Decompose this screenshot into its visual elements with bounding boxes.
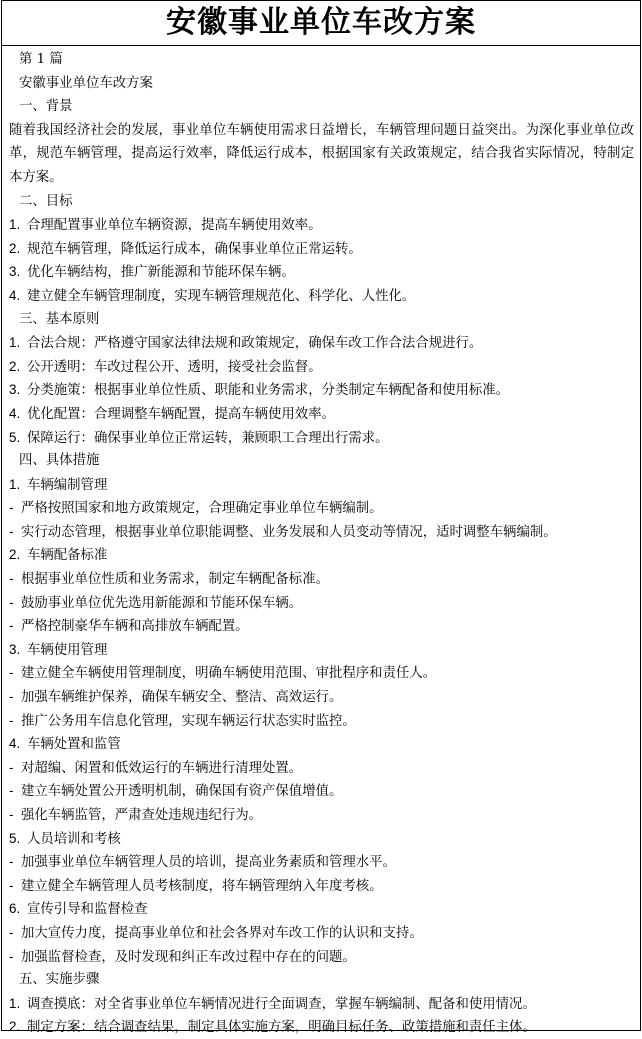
measure-bullet-text: 建立健全车辆管理人员考核制度，将车辆管理纳入年度考核。 [21, 878, 383, 894]
measure-bullet-item [9, 803, 634, 827]
step-item-text: 调查摸底：对全省事业单位车辆情况进行全面调查，掌握车辆编制、配备和使用情况。 [27, 996, 536, 1012]
measure-group-number: 3. [9, 641, 21, 657]
measure-group-title: 车辆使用管理 [27, 642, 108, 658]
measure-group-number: 4. [9, 736, 21, 752]
measure-group-number: 5. [9, 830, 21, 846]
goal-item-text: 规范车辆管理，降低运行成本，确保事业单位正常运转。 [27, 241, 362, 257]
principle-item-text: 优化配置：合理调整车辆配置，提高车辆使用效率。 [27, 406, 335, 422]
measure-bullet-text: 加强监督检查，及时发现和纠正车改过程中存在的问题。 [21, 949, 356, 965]
measure-bullet-text: 加大宣传力度，提高事业单位和社会各界对车改工作的认识和支持。 [21, 925, 423, 941]
measure-bullet-text: 建立车辆处置公开透明机制，确保国有资产保值增值。 [21, 784, 343, 800]
measure-bullet-item [9, 685, 634, 709]
measure-bullet-text: 鼓励事业单位优先选用新能源和节能环保车辆。 [21, 595, 303, 611]
goal-item-number: 2. [9, 240, 21, 256]
subtitle: 安徽事业单位车改方案 [19, 75, 153, 91]
dash-bullet-icon: - [9, 877, 14, 893]
goal-item-text: 建立健全车辆管理制度，实现车辆管理规范化、科学化、人性化。 [27, 288, 416, 304]
measure-bullet-text: 加强事业单位车辆管理人员的培训，提高业务素质和管理水平。 [21, 855, 396, 871]
goal-item [9, 213, 634, 237]
dash-bullet-icon: - [9, 689, 14, 705]
principle-item-text: 保障运行：确保事业单位正常运转，兼顾职工合理出行需求。 [27, 430, 389, 446]
dash-bullet-icon: - [9, 854, 14, 870]
section-heading-steps: 五、实施步骤 [19, 972, 100, 988]
measure-bullet-item [9, 874, 634, 898]
measure-group-heading [9, 543, 634, 567]
principle-item-text: 分类施策：根据事业单位性质、职能和业务需求，分类制定车辆配备和使用标准。 [27, 383, 510, 399]
measure-bullet-item [9, 709, 634, 733]
measure-group-heading [9, 897, 634, 921]
principle-item-number: 5. [9, 429, 21, 445]
steps-list [9, 992, 634, 1039]
measure-group-number: 6. [9, 901, 21, 917]
principles-list [9, 331, 634, 449]
measure-group-number: 1. [9, 476, 21, 492]
section-heading-measures: 四、具体措施 [19, 453, 100, 469]
measure-group-heading [9, 473, 634, 497]
principle-item-text: 公开透明：车改过程公开、透明，接受社会监督。 [27, 359, 322, 375]
step-item [9, 992, 634, 1016]
principle-item [9, 378, 634, 402]
chapter-label: 第 1 篇 [19, 52, 63, 67]
measure-group-title: 车辆处置和监管 [27, 737, 121, 753]
measure-bullet-item [9, 756, 634, 780]
document-title: 安徽事业单位车改方案 [2, 1, 640, 46]
measure-bullet-item [9, 945, 634, 969]
measure-bullet-item [9, 520, 634, 544]
principle-item-number: 1. [9, 335, 21, 351]
measure-group-heading [9, 827, 634, 851]
measure-bullet-item [9, 661, 634, 685]
document-body [2, 46, 640, 1039]
principle-item-number: 3. [9, 382, 21, 398]
goal-item [9, 284, 634, 308]
principle-item [9, 355, 634, 379]
measure-bullet-item [9, 921, 634, 945]
step-item-number: 1. [9, 995, 21, 1011]
measures-list [9, 473, 634, 968]
principle-item [9, 331, 634, 355]
dash-bullet-icon: - [9, 618, 14, 634]
principle-item-text: 合法合规：严格遵守国家法律法规和政策规定，确保车改工作合法合规进行。 [27, 336, 483, 352]
dash-bullet-icon: - [9, 948, 14, 964]
measure-group-title: 车辆配备标准 [27, 548, 108, 564]
dash-bullet-icon: - [9, 924, 14, 940]
goal-item-text: 优化车辆结构，推广新能源和节能环保车辆。 [27, 265, 295, 281]
measure-group-heading [9, 638, 634, 662]
measure-bullet-item [9, 779, 634, 803]
goal-item [9, 237, 634, 261]
measure-bullet-item [9, 591, 634, 615]
section-heading-background: 一、背景 [19, 99, 73, 115]
dash-bullet-icon: - [9, 594, 14, 610]
measure-bullet-item [9, 567, 634, 591]
principle-item [9, 426, 634, 450]
background-paragraph: 随着我国经济社会的发展，事业单位车辆使用需求日益增长，车辆管理问题日益突出。为深化事业单位改革，规范车辆管理，提高运行效率，降低运行成本，根据国家有关政策规定，结合我省实际情况，特制定本方案。 [9, 122, 634, 185]
principle-item [9, 402, 634, 426]
measure-bullet-text: 推广公务用车信息化管理，实现车辆运行状态实时监控。 [21, 713, 356, 729]
goal-item-number: 3. [9, 264, 21, 280]
dash-bullet-icon: - [9, 523, 14, 539]
measure-bullet-text: 实行动态管理，根据事业单位职能调整、业务发展和人员变动等情况，适时调整车辆编制。 [21, 524, 557, 540]
dash-bullet-icon: - [9, 807, 14, 822]
measure-bullet-text: 对超编、闲置和低效运行的车辆进行清理处置。 [21, 760, 303, 776]
measure-group-number: 2. [9, 547, 21, 563]
principle-item-number: 2. [9, 358, 21, 374]
dash-bullet-icon: - [9, 665, 14, 681]
principle-item-number: 4. [9, 405, 21, 421]
measure-group-title: 人员培训和考核 [27, 831, 121, 847]
dash-bullet-icon: - [9, 500, 14, 516]
dash-bullet-icon: - [9, 759, 14, 775]
goals-list [9, 213, 634, 307]
measure-bullet-text: 加强车辆维护保养，确保车辆安全、整洁、高效运行。 [21, 690, 343, 706]
measure-group-heading [9, 732, 634, 756]
step-item [9, 1015, 634, 1039]
measure-bullet-text: 严格按照国家和地方政策规定，合理确定事业单位车辆编制。 [21, 501, 383, 517]
goal-item-number: 1. [9, 217, 21, 233]
dash-bullet-icon: - [9, 571, 14, 587]
goal-item-text: 合理配置事业单位车辆资源，提高车辆使用效率。 [27, 218, 322, 234]
measure-group-title: 车辆编制管理 [27, 477, 108, 493]
section-heading-goals: 二、目标 [19, 193, 73, 209]
measure-bullet-text: 强化车辆监管，严肃查处违规违纪行为。 [21, 808, 263, 823]
measure-bullet-text: 根据事业单位性质和业务需求，制定车辆配备标准。 [21, 572, 329, 588]
document-page [1, 0, 641, 1036]
step-item-number: 2. [9, 1019, 21, 1035]
section-heading-principles: 三、基本原则 [19, 311, 100, 327]
goal-item [9, 260, 634, 284]
dash-bullet-icon: - [9, 783, 14, 799]
measure-bullet-item [9, 850, 634, 874]
measure-bullet-text: 建立健全车辆使用管理制度，明确车辆使用范围、审批程序和责任人。 [21, 666, 437, 682]
measure-group-title: 宣传引导和监督检查 [27, 902, 148, 918]
goal-item-number: 4. [9, 287, 21, 303]
step-item-text: 制定方案：结合调查结果，制定具体实施方案，明确目标任务、政策措施和责任主体。 [27, 1020, 536, 1036]
dash-bullet-icon: - [9, 712, 14, 728]
measure-bullet-item [9, 614, 634, 638]
measure-bullet-item [9, 496, 634, 520]
measure-bullet-text: 严格控制豪华车辆和高排放车辆配置。 [21, 619, 249, 635]
